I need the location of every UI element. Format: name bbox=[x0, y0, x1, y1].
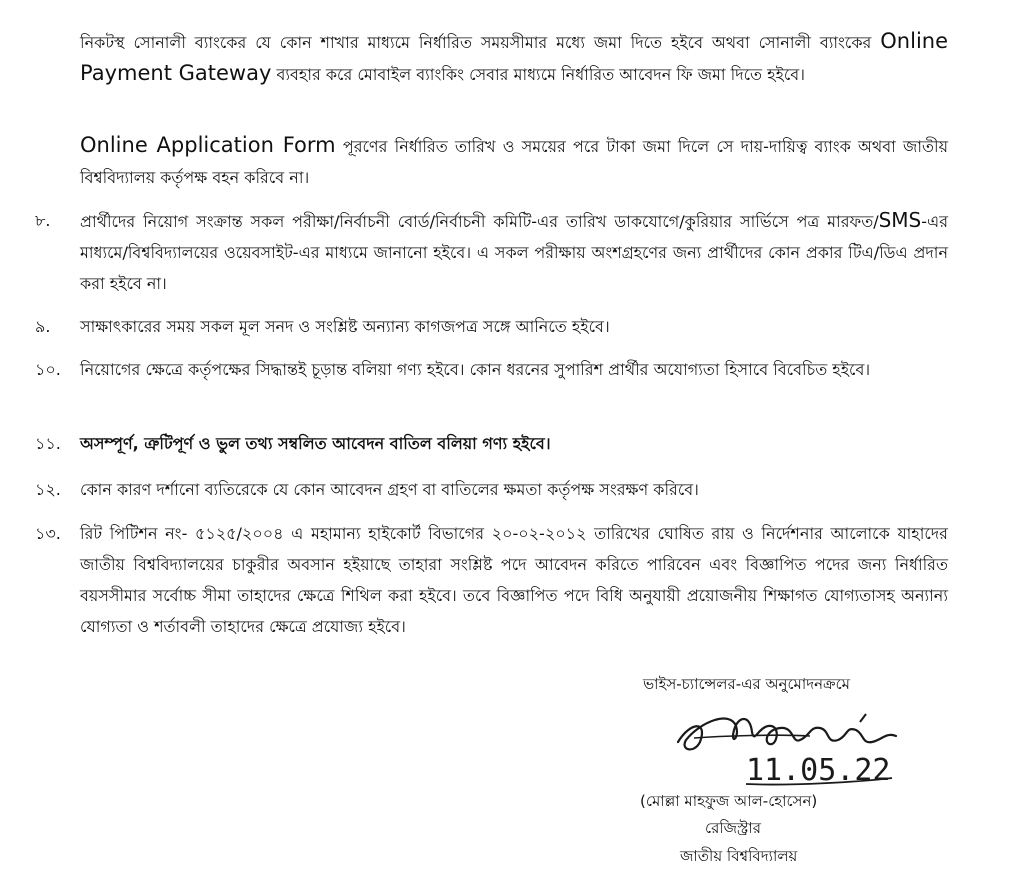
signatory-title: রেজিস্ট্রার bbox=[705, 819, 762, 837]
list-item bbox=[35, 428, 948, 459]
paragraph-payment-line1: নিকটস্থ সোনালী ব্যাংকের যে কোন শাখার মাধ্যমে নির্ধারিত সময়সীমার মধ্যে জমা দিতে হইবে অথবা সোনালী ব্যাংকের bbox=[80, 33, 872, 52]
item-number: ১২. bbox=[35, 480, 61, 499]
item-text bbox=[80, 205, 948, 299]
online-payment-gateway-text: Online Payment Gateway bbox=[80, 29, 949, 85]
sms-text: SMS bbox=[878, 208, 922, 232]
item-text-part: -এর মাধ্যমে/বিশ্ববিদ্যালয়ের ওয়েবসাইট-এর মাধ্যমে জানানো হইবে। এ সকল পরীক্ষায় অংশগ্রহণের জন্য প্রার্থীদের কোন প্রকার টিএ/ডিএ প্রদান করা হইবে না। bbox=[80, 212, 948, 293]
item-text: নিয়োগের ক্ষেত্রে কর্তৃপক্ষের সিদ্ধান্তই চূড়ান্ত বলিয়া গণ্য হইবে। কোন ধরনের সুপারিশ প্রার্থীর অযোগ্যতা হিসাবে বিবেচিত হইবে। bbox=[80, 360, 871, 379]
item-text: রিট পিটিশন নং- ৫১২৫/২০০৪ এ মহামান্য হাইকোর্ট বিভাগের ২০-০২-২০১২ তারিখের ঘোষিত রায় ও নির্দেশনার আলোকে যাহাদের জাতীয় বিশ্ববিদ্যালয়ের চাকুরীর অবসান হইয়াছে তাহারা সংশ্লিষ্ট পদে আবেদন করিতে পারিবেন এবং বিজ্ঞাপিত পদের জন্য নির্ধারিত বয়সসীমার সর্বোচ্চ সীমা তাহাদের ক্ষেত্রে শিথিল করা হইবে। তবে বিজ্ঞাপিত পদে বিধি অনুযায়ী প্রয়োজনীয় শিক্ষাগত যোগ্যতাসহ অন্যান্য যোগ্যতা ও শর্তাবলী তাহাদের ক্ষেত্রে প্রযোজ্য হইবে। bbox=[80, 524, 948, 636]
list-item bbox=[35, 474, 948, 505]
signature-date: 11.05.22 bbox=[746, 753, 891, 788]
item-text-part: প্রার্থীদের নিয়োগ সংক্রান্ত সকল পরীক্ষা/নির্বাচনী বোর্ড/নির্বাচনী কমিটি-এর তারিখ ডাকযোগে/কুরিয়ার সার্ভিসে পত্র মারফত/ bbox=[80, 212, 879, 231]
list-item bbox=[35, 354, 948, 385]
approval-line: ভাইস-চ্যান্সেলর-এর অনুমোদনক্রমে bbox=[643, 675, 850, 693]
list-item bbox=[35, 205, 948, 299]
list-item bbox=[35, 518, 948, 642]
item-text: সাক্ষাৎকারের সময় সকল মূল সনদ ও সংশ্লিষ্ট অন্যান্য কাগজপত্র সঙ্গে আনিতে হইবে। bbox=[80, 317, 610, 336]
item-text: অসম্পূর্ণ, ত্রুটিপূর্ণ ও ভুল তথ্য সম্বলিত আবেদন বাতিল বলিয়া গণ্য হইবে। bbox=[80, 434, 551, 453]
paragraph-application-form bbox=[80, 130, 948, 193]
paragraph-payment bbox=[80, 26, 948, 90]
handwritten-signature bbox=[660, 692, 920, 792]
paragraph-application-form-rest: পূরণের নির্ধারিত তারিখ ও সময়ের পরে টাকা জমা দিলে সে দায়-দায়িত্ব ব্যাংক অথবা জাতীয় বিশ্ববিদ্যালয় কর্তৃপক্ষ বহন করিবে না। bbox=[80, 137, 948, 187]
online-application-form-text: Online Application Form bbox=[80, 133, 336, 157]
item-number: ৮. bbox=[35, 211, 51, 230]
item-number: ১০. bbox=[35, 360, 61, 379]
item-number: ১৩. bbox=[35, 524, 61, 543]
item-text: কোন কারণ দর্শানো ব্যতিরেকে যে কোন আবেদন গ্রহণ বা বাতিলের ক্ষমতা কর্তৃপক্ষ সংরক্ষণ করিবে। bbox=[80, 480, 699, 499]
signatory-name: (মোল্লা মাহফুজ আল-হোসেন) bbox=[640, 792, 818, 810]
item-number: ১১. bbox=[35, 434, 61, 453]
item-number: ৯. bbox=[35, 317, 51, 336]
paragraph-payment-rest: ব্যবহার করে মোবাইল ব্যাংকিং সেবার মাধ্যমে নির্ধারিত আবেদন ফি জমা দিতে হইবে। bbox=[271, 65, 805, 84]
list-item bbox=[35, 311, 948, 342]
signatory-organization: জাতীয় বিশ্ববিদ্যালয় bbox=[680, 847, 798, 865]
